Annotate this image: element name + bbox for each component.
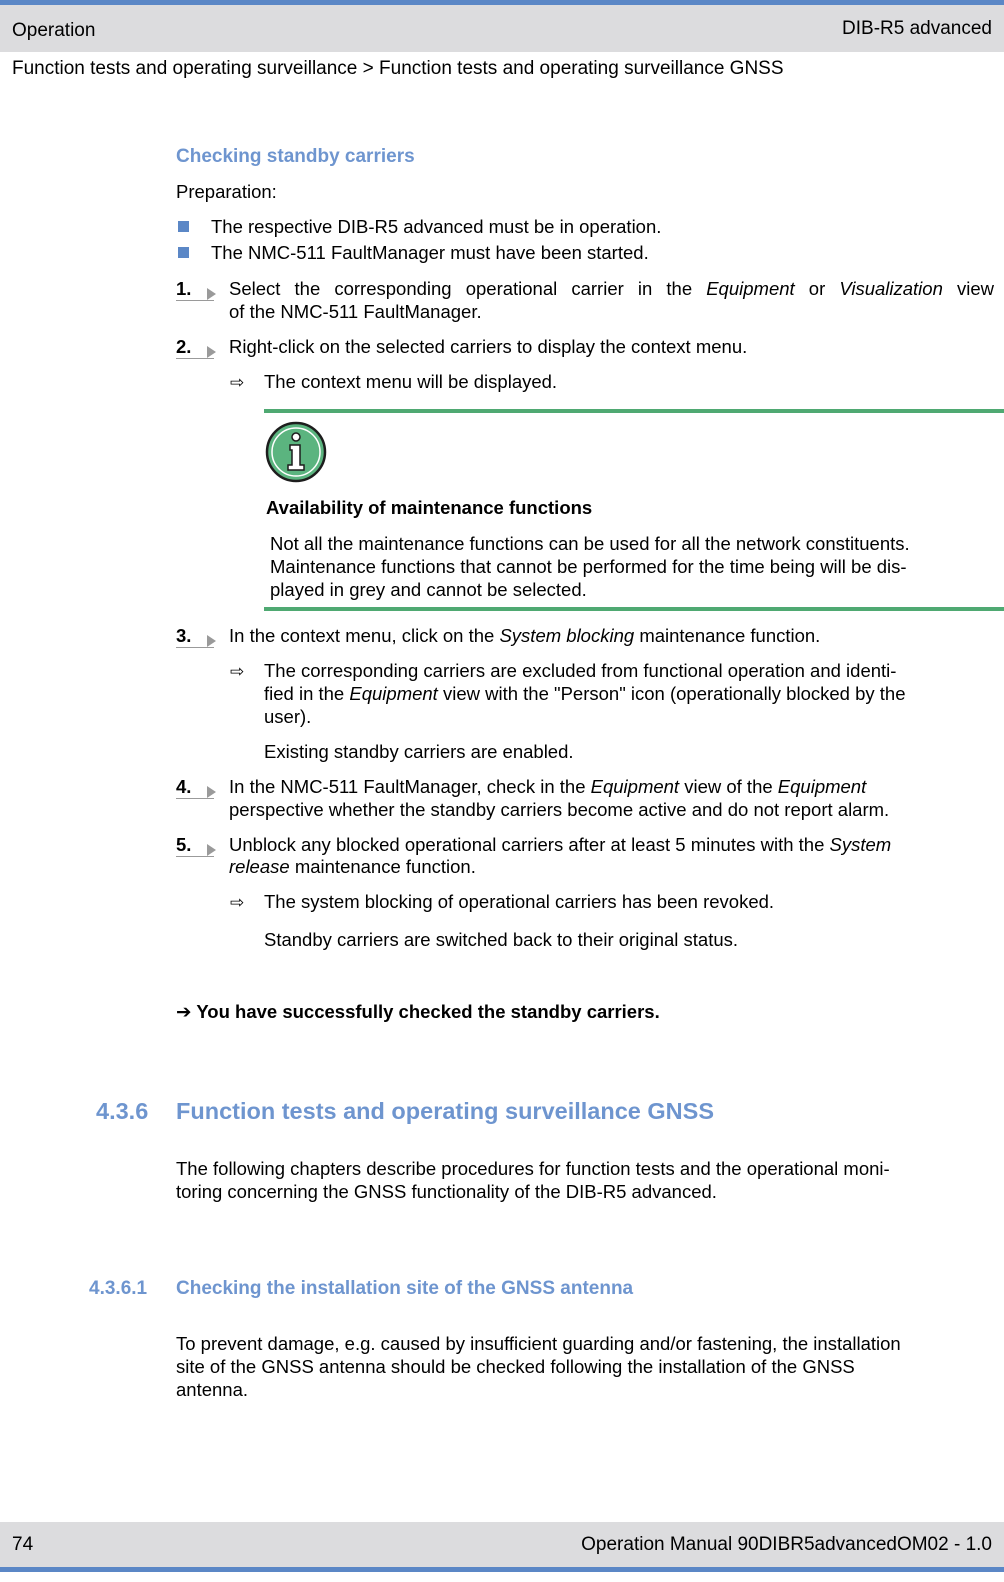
note-title: Availability of maintenance functions <box>266 497 593 518</box>
step-text: Right-click on the selected carriers to display the context menu. <box>229 336 748 357</box>
paragraph-line: antenna. <box>176 1379 249 1400</box>
paragraph-line: toring concerning the GNSS functionality of the DIB-R5 advanced. <box>176 1181 717 1202</box>
step-arrow-icon <box>207 786 216 798</box>
page-footer <box>0 1522 1004 1572</box>
result-text: user). <box>264 706 312 727</box>
subsection-number: 4.3.6.1 <box>89 1278 148 1299</box>
result-arrow-icon: ⇨ <box>230 662 245 681</box>
step-text-line: perspective whether the standby carriers become active and do not report alarm. <box>229 799 890 820</box>
preparation-label: Preparation: <box>176 181 277 202</box>
info-icon <box>265 421 327 483</box>
bullet-square-icon <box>178 247 189 258</box>
bullet-square-icon <box>178 221 189 232</box>
step-arrow-icon <box>207 346 216 358</box>
step-number: 5. <box>176 834 192 855</box>
step-text: In the NMC-511 FaultManager, check in the Equipment view of the Equipment <box>229 776 867 797</box>
note-text-line: played in grey and cannot be selected. <box>270 579 587 600</box>
step-underline <box>176 798 214 799</box>
step-arrow-icon <box>207 288 216 300</box>
section-number: 4.3.6 <box>96 1098 149 1124</box>
result-text: The context menu will be displayed. <box>264 371 558 392</box>
step-text-line: of the NMC-511 FaultManager. <box>229 301 482 322</box>
step-text: In the context menu, click on the System blocking maintenance function. <box>229 625 821 646</box>
result-text: The system blocking of operational carriers has been revoked. <box>264 891 775 912</box>
step-number: 4. <box>176 776 192 797</box>
paragraph-line: site of the GNSS antenna should be checked following the installation of the GNSS <box>176 1356 855 1377</box>
conclusion: ➔ You have successfully checked the standby carriers. <box>176 1001 660 1022</box>
result-text: fied in the Equipment view with the "Person" icon (operationally blocked by the <box>264 683 906 704</box>
result-extra: Existing standby carriers are enabled. <box>264 741 574 762</box>
breadcrumb: Function tests and operating surveillance > Function tests and operating surveillance GNSS <box>12 58 784 79</box>
header-product: DIB-R5 advanced <box>842 18 992 39</box>
step-number: 3. <box>176 625 192 646</box>
note-text-line: Maintenance functions that cannot be performed for the time being will be dis- <box>270 556 907 577</box>
step-text-line: release maintenance function. <box>229 856 476 877</box>
step-text: Select the corresponding operational carrier in the Equipment or Visualization view <box>229 278 994 299</box>
note-top-rule <box>264 409 1004 413</box>
note-text-line: Not all the maintenance functions can be used for all the network constituents. <box>270 533 910 554</box>
result-extra: Standby carriers are switched back to their original status. <box>264 929 739 950</box>
header-chapter: Operation <box>12 20 96 41</box>
bullet-item: The respective DIB-R5 advanced must be in operation. <box>211 216 662 237</box>
document-id: Operation Manual 90DIBR5advancedOM02 - 1.0 <box>581 1534 992 1555</box>
page-header <box>0 0 1004 52</box>
paragraph-line: To prevent damage, e.g. caused by insufficient guarding and/or fastening, the installation <box>176 1333 901 1354</box>
step-underline <box>176 647 214 648</box>
step-arrow-icon <box>207 635 216 647</box>
page-number: 74 <box>12 1534 34 1555</box>
section-title: Function tests and operating surveillance GNSS <box>176 1098 714 1124</box>
result-arrow-icon: ⇨ <box>230 373 245 392</box>
bullet-item: The NMC-511 FaultManager must have been started. <box>211 242 649 263</box>
section-title-standby: Checking standby carriers <box>176 146 415 167</box>
conclusion-arrow-icon: ➔ <box>176 1001 192 1022</box>
step-underline <box>176 358 214 359</box>
subsection-title: Checking the installation site of the GNSS antenna <box>176 1278 634 1299</box>
paragraph-line: The following chapters describe procedures for function tests and the operational moni- <box>176 1158 890 1179</box>
step-underline <box>176 300 214 301</box>
step-number: 1. <box>176 278 192 299</box>
step-text: Unblock any blocked operational carriers after at least 5 minutes with the System <box>229 834 892 855</box>
step-arrow-icon <box>207 844 216 856</box>
step-underline <box>176 856 214 857</box>
result-arrow-icon: ⇨ <box>230 893 245 912</box>
step-number: 2. <box>176 336 192 357</box>
note-bottom-rule <box>264 607 1004 611</box>
result-text: The corresponding carriers are excluded from functional operation and identi- <box>264 660 897 681</box>
